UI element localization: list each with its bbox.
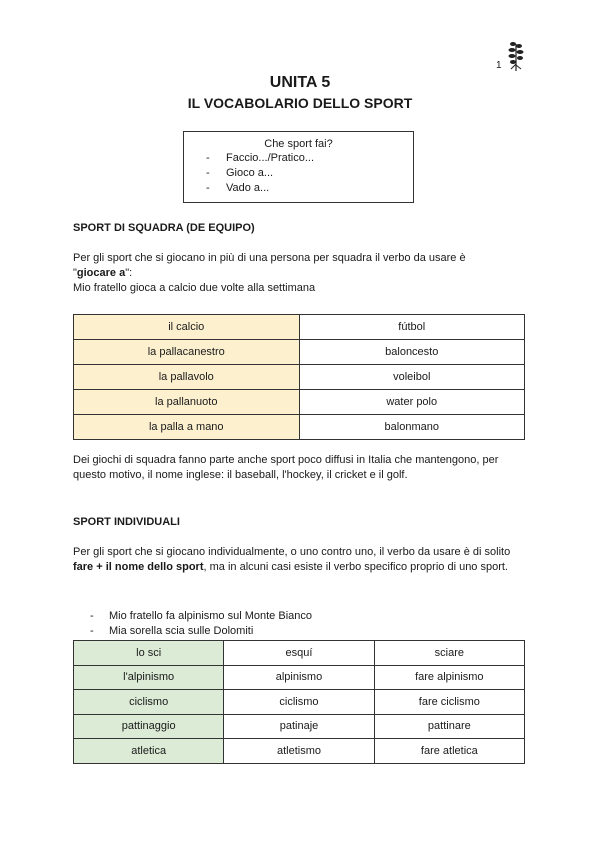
paragraph-team-note: Dei giochi di squadra fanno parte anche sport poco diffusi in Italia che mantengono, per questo motivo, il nome inglese: il baseball, l'hockey, il cricket e il golf. <box>73 454 499 481</box>
table-row: l'alpinismo alpinismo fare alpinismo <box>74 665 525 690</box>
list-item: - Gioco a... <box>206 167 274 179</box>
table-row: il calcio fútbol <box>74 315 525 340</box>
paragraph-team-intro: Per gli sport che si giocano in più di una persona per squadra il verbo da usare è "giocare a": Mio fratello gioca a calcio due volte alla settimana <box>73 252 466 294</box>
page-number: 1 <box>496 60 502 71</box>
examples-list <box>90 609 312 639</box>
individual-sports-table <box>73 640 525 764</box>
table-row: la pallanuoto water polo <box>74 390 525 415</box>
page-title: UNITA 5 <box>269 74 331 91</box>
list-item: - Mio fratello fa alpinismo sul Monte Bianco <box>90 610 312 622</box>
section-heading-team-sports: SPORT DI SQUADRA (DE EQUIPO) <box>73 222 255 234</box>
table-row: la palla a mano balonmano <box>74 415 525 440</box>
list-item: - Faccio.../Pratico... <box>206 152 315 164</box>
page-subtitle: IL VOCABOLARIO DELLO SPORT <box>187 95 413 111</box>
team-sports-table <box>73 314 525 440</box>
list-item: - Vado a... <box>206 182 270 194</box>
question-box-title: Che sport fai? <box>264 138 333 150</box>
paragraph-individual-intro: Per gli sport che si giocano individualmente, o uno contro uno, il verbo da usare è di solito fare + il nome dello sport, ma in alcuni casi esiste il verbo specifico proprio di uno sport. <box>73 546 511 573</box>
table-row: la pallacanestro baloncesto <box>74 340 525 365</box>
table-row: ciclismo ciclismo fare ciclismo <box>74 690 525 715</box>
section-heading-individual-sports: SPORT INDIVIDUALI <box>73 516 180 528</box>
list-item: - Mia sorella scia sulle Dolomiti <box>90 625 254 637</box>
question-box <box>183 131 414 203</box>
plant-sprig-icon <box>506 38 526 72</box>
table-row: la pallavolo voleibol <box>74 365 525 390</box>
table-row: atletica atletismo fare atletica <box>74 739 525 764</box>
table-row: lo sci esquí sciare <box>74 641 525 666</box>
table-row: pattinaggio patinaje pattinare <box>74 714 525 739</box>
